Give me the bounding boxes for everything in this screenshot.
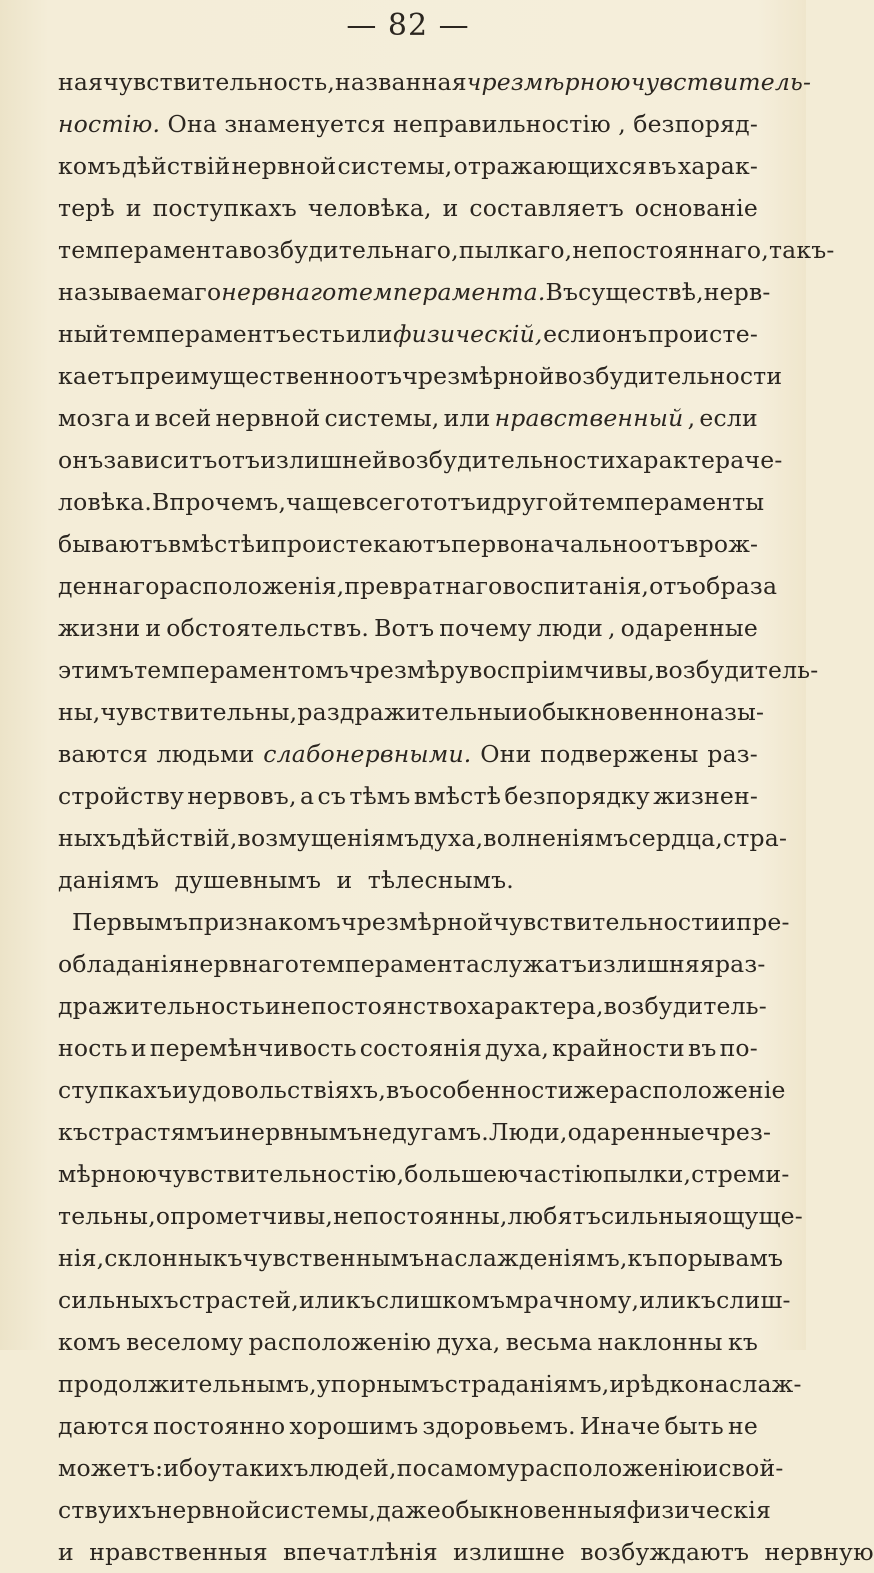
word: безпорядку [504,782,650,810]
word: онъ [602,320,648,348]
word: и [442,194,459,222]
word: чувствительны, [100,698,298,726]
word: дѣйствій [122,152,231,180]
word: и [255,530,271,558]
word: и [172,1076,189,1104]
word: нервной [231,152,337,180]
word: стреми- [691,1160,790,1188]
word: врож- [685,530,759,558]
word: къ [627,1244,658,1272]
word: любятъ [507,1202,602,1230]
word: и [219,1118,236,1146]
word: Впрочемъ, [152,488,287,516]
word: люди [536,614,604,642]
word: есть [291,320,346,348]
word: почему [439,614,532,642]
word: излишне [453,1538,565,1566]
word: нія, [58,1244,105,1272]
word: по- [719,1034,758,1062]
word: называемаго [58,278,222,306]
word: возбудитель- [655,656,819,684]
text-line [58,607,758,649]
text-line [58,775,758,817]
word: тѣмъ [349,782,411,810]
word: пре- [736,908,790,936]
word: и [145,614,162,642]
word: возбуждаютъ [580,1538,750,1566]
word: упорнымъ [316,1370,445,1398]
word: жизнен- [653,782,758,810]
word: чувственнымъ [242,1244,425,1272]
word: , [618,110,626,138]
word: нерв- [703,278,771,306]
word: подвержены [540,740,699,768]
word: съ [317,782,347,810]
text-line [58,691,765,733]
word: темперамента. [336,278,546,306]
word: превратнаго [344,572,503,600]
word: раз- [714,950,766,978]
word: такъ- [768,236,835,264]
word: проистекаютъ [271,530,452,558]
word: системы, [337,152,453,180]
word: если [543,320,602,348]
word: всего [352,488,420,516]
text-line [58,1153,790,1195]
word: знаменуется [224,110,386,138]
word: чрезмѣру [348,656,470,684]
word: или [298,1286,346,1314]
word: и [511,698,528,726]
word: духа, [485,1034,550,1062]
word: человѣка, [307,194,432,222]
word: возбудительнаго, [239,236,459,264]
text-line [58,61,812,103]
word: порывамъ [657,1244,784,1272]
word: нервнаго [183,950,300,978]
word: жизни [58,614,141,642]
word: наклонны [597,1328,723,1356]
text-line [58,1195,803,1237]
word: опрометчивы, [155,1202,334,1230]
word: же [573,1076,610,1104]
word: безпоряд- [633,110,758,138]
word: тѣлеснымъ. [367,866,514,894]
word: нравственныя [89,1538,268,1566]
word: чрезмѣрной [402,362,555,390]
word: стра- [722,824,788,852]
word: дѣйствій, [121,824,238,852]
text-line [58,901,790,943]
word: излишняя [587,950,715,978]
text-line [58,103,758,145]
text-line [58,1531,874,1573]
word: характера [615,446,745,474]
word: Вотъ [374,614,435,642]
word: физическія [626,1496,772,1524]
text-line [58,1069,786,1111]
word: комъ [58,1328,121,1356]
word: духа, [436,1328,501,1356]
word: основаніе [634,194,758,222]
text-line [58,1405,758,1447]
word: поступкахъ [152,194,297,222]
word: наслаж- [698,1370,802,1398]
word: нервнымъ [235,1118,363,1146]
text-line [58,817,788,859]
word: отъ [642,530,686,558]
word: темпераменты [578,488,765,516]
word: образа [691,572,778,600]
word: мрачному, [505,1286,640,1314]
word: удовольствіяхъ, [188,1076,386,1104]
word: и [130,1034,147,1062]
word: ныхъ [58,824,122,852]
word: здоровьемъ. [422,1412,576,1440]
word: большею [404,1160,518,1188]
word: нервной [215,404,321,432]
word: впечатлѣнія [283,1538,438,1566]
word: особенности [414,1076,574,1104]
word: ная [58,68,104,96]
word: и [58,1538,74,1566]
word: служатъ [480,950,588,978]
word: , [607,614,616,642]
text-line [58,481,765,523]
word: бываютъ [58,530,168,558]
word: къ [58,1118,89,1146]
word: назы- [694,698,765,726]
word: состоянія [359,1034,482,1062]
word: мозга [58,404,131,432]
text-line [58,565,778,607]
word: если [699,404,758,432]
word: вмѣстѣ [413,782,502,810]
word: страстей, [178,1286,299,1314]
word: волненіямъ [483,824,629,852]
word: пылкаго, [458,236,573,264]
word: первоначально [451,530,643,558]
word: этимъ [58,656,135,684]
word: воспитанія, [502,572,650,600]
word: преимущественно [129,362,360,390]
word: Люди, [488,1118,568,1146]
word: возбудительности [554,362,783,390]
word: и [265,992,281,1020]
text-line [58,985,767,1027]
word: физическій, [393,320,543,348]
text-line [58,1237,784,1279]
word: и [475,488,492,516]
word: сердца, [628,824,723,852]
word: частію [517,1160,603,1188]
word: даже [376,1496,441,1524]
word: темпераментъ [109,320,292,348]
word: возмущеніямъ [237,824,420,852]
word: и [134,404,151,432]
word: въ [648,152,677,180]
text-line [58,943,766,985]
word: , [687,404,696,432]
text-line [58,1489,772,1531]
word: недугамъ. [362,1118,489,1146]
word: системы, [324,404,440,432]
word: чрезмѣрной [340,908,494,936]
word: комъ [58,152,121,180]
word: зависитъ [103,446,218,474]
word: Въ [545,278,579,306]
word: въ [386,1076,415,1104]
word: ощуще- [708,1202,803,1230]
text-line [58,1363,802,1405]
word: ны, [58,698,101,726]
word: другой [491,488,579,516]
word: всей [154,404,212,432]
word: весьма [505,1328,593,1356]
text-line [58,733,758,775]
word: непостоянство [280,992,468,1020]
word: онъ [58,446,104,474]
word: ихъ [112,1496,157,1524]
word: въ [687,1034,717,1062]
word: тельны, [58,1202,156,1230]
word: слишкомъ [375,1286,506,1314]
word: по [396,1454,427,1482]
word: раз- [707,740,758,768]
word: людьми [156,740,255,768]
word: расположенію [248,1328,432,1356]
word: такихъ [221,1454,309,1482]
word: чаще [286,488,353,516]
word: ству [58,1496,113,1524]
word: мѣрною [58,1160,157,1188]
word: че- [744,446,783,474]
word: излишней [260,446,388,474]
word: темперамента [58,236,240,264]
word: отъ [649,572,692,600]
word: веселому [126,1328,244,1356]
word: неправильностію [393,110,611,138]
word: Она [167,110,218,138]
word: страданіямъ, [444,1370,610,1398]
word: наслажденіямъ, [424,1244,628,1272]
word: ловѣка. [58,488,153,516]
word: чувствитель- [630,68,812,96]
word: непостояннаго, [572,236,769,264]
word: Иначе [579,1412,661,1440]
text-line [58,1027,758,1069]
word: и [336,866,353,894]
word: расположеніе [609,1076,786,1104]
word: одаренные [620,614,758,642]
word: у [207,1454,222,1482]
word: самому [426,1454,520,1482]
word: темперамента [299,950,481,978]
word: слабонервными. [263,740,472,768]
word: чувствительность, [103,68,336,96]
word: составляетъ [469,194,624,222]
text-line [58,271,771,313]
word: хорошимъ [289,1412,419,1440]
word: перемѣнчивость [149,1034,357,1062]
word: темпераментомъ [134,656,349,684]
word: постоянно [153,1412,286,1440]
word: деннаго [58,572,160,600]
page-number: — 82 — [346,8,470,43]
word: тотъ [420,488,476,516]
word: духа, [419,824,484,852]
text-line [58,397,758,439]
word: нервнаго [221,278,337,306]
word: продолжительнымъ, [58,1370,317,1398]
word: чувствительности [493,908,721,936]
word: пылки, [602,1160,692,1188]
word: и [609,1370,626,1398]
text-line [58,1279,791,1321]
body-text [58,61,874,1573]
word: отражающихся [453,152,647,180]
word: чрез- [704,1118,772,1146]
word: быть [664,1412,724,1440]
word: Они [480,740,532,768]
text-line [58,1447,784,1489]
word: харак- [677,152,758,180]
word: крайности [552,1034,685,1062]
word: ностію. [58,110,161,138]
word: возбудитель- [603,992,767,1020]
word: возбудительности [387,446,616,474]
word: раздражительны [297,698,512,726]
word: ибо [163,1454,208,1482]
word: ваются [58,740,148,768]
word: къ [345,1286,376,1314]
word: нервной [156,1496,262,1524]
text-line [58,523,758,565]
text-line [58,313,758,355]
text-line [58,1321,758,1363]
word: обладанія [58,950,184,978]
text-line [58,439,783,481]
text-line [58,229,835,271]
word: рѣдко [625,1370,699,1398]
word: расположенію [519,1454,703,1482]
word: названная [335,68,467,96]
text-line [58,859,758,901]
text-line [58,649,819,691]
word: нервную [764,1538,874,1566]
word: и [702,1454,719,1482]
word: къ [727,1328,758,1356]
word: нервовъ, [187,782,297,810]
text-line [58,1111,772,1153]
word: ность [58,1034,128,1062]
word: обыкновенныя [440,1496,627,1524]
word: а [299,782,315,810]
word: воспріимчивы, [469,656,656,684]
word: ный [58,320,109,348]
text-line [58,187,758,229]
word: чувствительностію, [156,1160,405,1188]
word: ступкахъ [58,1076,173,1104]
word: страстямъ [88,1118,220,1146]
word: чрезмѣрною [466,68,631,96]
word: къ [686,1286,717,1314]
word: и [720,908,737,936]
word: системы, [261,1496,377,1524]
word: людей, [308,1454,397,1482]
word: отъ [217,446,261,474]
word: или [639,1286,687,1314]
word: можетъ: [58,1454,164,1482]
word: дражительность [58,992,266,1020]
word: обыкновенно [527,698,695,726]
word: даніямъ [58,866,160,894]
word: или [443,404,491,432]
text-line [58,145,758,187]
word: каетъ [58,362,130,390]
text-line [58,355,783,397]
word: душевнымъ [174,866,322,894]
word: обстоятельствъ. [166,614,370,642]
word: происте- [647,320,758,348]
word: отъ [359,362,403,390]
word: одаренные [567,1118,705,1146]
word: расположенія, [159,572,345,600]
word: нравственный [494,404,684,432]
word: Первымъ [72,908,189,936]
word: не [727,1412,758,1440]
word: признакомъ [188,908,341,936]
word: вмѣстѣ [167,530,256,558]
word: склонны [104,1244,213,1272]
word: даются [58,1412,150,1440]
word: къ [212,1244,243,1272]
word: характера, [467,992,604,1020]
word: терѣ [58,194,115,222]
word: стройству [58,782,185,810]
word: сильныя [601,1202,709,1230]
word: и [125,194,142,222]
word: слиш- [716,1286,791,1314]
word: или [345,320,393,348]
word: непостоянны, [333,1202,508,1230]
word: свой- [718,1454,784,1482]
word: сильныхъ [58,1286,179,1314]
word: существѣ, [578,278,704,306]
